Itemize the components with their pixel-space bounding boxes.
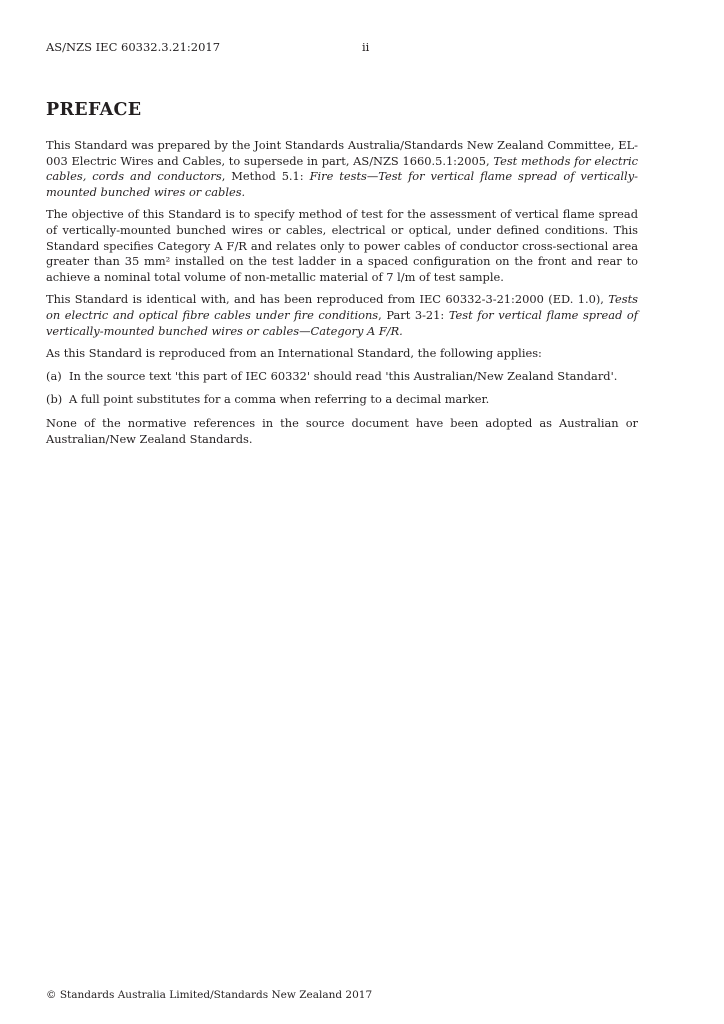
paragraph-committee-italic-2: Fire tests—Test for vertical flame spread of vertically-mounted bunched wires or cables. (46, 169, 638, 199)
list-item-text: In the source text 'this part of IEC 60332' should read 'this Australian/New Zealand Standard'. (69, 368, 618, 383)
page-title: PREFACE (46, 100, 142, 120)
page-header (46, 40, 686, 56)
paragraph-identical-italic-1: Tests on electric and optical fibre cables under fire conditions (46, 292, 638, 322)
paragraph-identical-text-2: , Part 3-21: (378, 307, 449, 322)
paragraph-objective: The objective of this Standard is to specify method of test for the assessment of vertical flame spread of vertically-mounted bunched wires or cables, electrical or optical, under defined conditions. This Standard specifies Category A F/R and relates only to power cables of conductor cross-sectional area greater than 35 mm² installed on the test ladder in a spaced configuration on the front and rear to achieve a nominal total volume of non-metallic material of 7 l/m of test sample. (46, 207, 638, 284)
list-item (46, 369, 638, 385)
paragraph-committee-text-2: , Method 5.1: (221, 169, 310, 184)
preface-body (46, 138, 638, 454)
paragraph-committee-italic-1: Test methods for electric cables, cords and conductors (46, 153, 638, 184)
list-item-text: A full point substitutes for a comma when referring to a decimal marker. (69, 392, 490, 407)
page-footer: © Standards Australia Limited/Standards New Zealand 2017 (46, 989, 373, 1001)
paragraph-identical-text-1: This Standard is identical with, and has been reproduced from IEC 60332-3-21:2000 (ED. 1.0), (46, 292, 609, 307)
paragraph-applies: As this Standard is reproduced from an International Standard, the following applies: (46, 346, 542, 361)
list-item-label: (a) (46, 368, 62, 383)
paragraph-identical-italic-2: Test for vertical flame spread of vertically-mounted bunched wires or cables—Category A F/R. (46, 307, 638, 338)
list-item-label: (b) (46, 392, 63, 407)
paragraph-identical (46, 292, 638, 339)
page-number: ii (362, 40, 370, 54)
list-item (46, 392, 638, 408)
paragraph-committee (46, 138, 638, 200)
paragraph-committee-text-1: This Standard was prepared by the Joint Standards Australia/Standards New Zealand Committee, EL-003 Electric Wires and Cables, to supersede in part, AS/NZS 1660.5.1:2005, (46, 138, 638, 168)
standard-id: AS/NZS IEC 60332.3.21:2017 (46, 40, 221, 54)
paragraph-normative: None of the normative references in the source document have been adopted as Australian or Australian/New Zealand Standards. (46, 415, 638, 446)
